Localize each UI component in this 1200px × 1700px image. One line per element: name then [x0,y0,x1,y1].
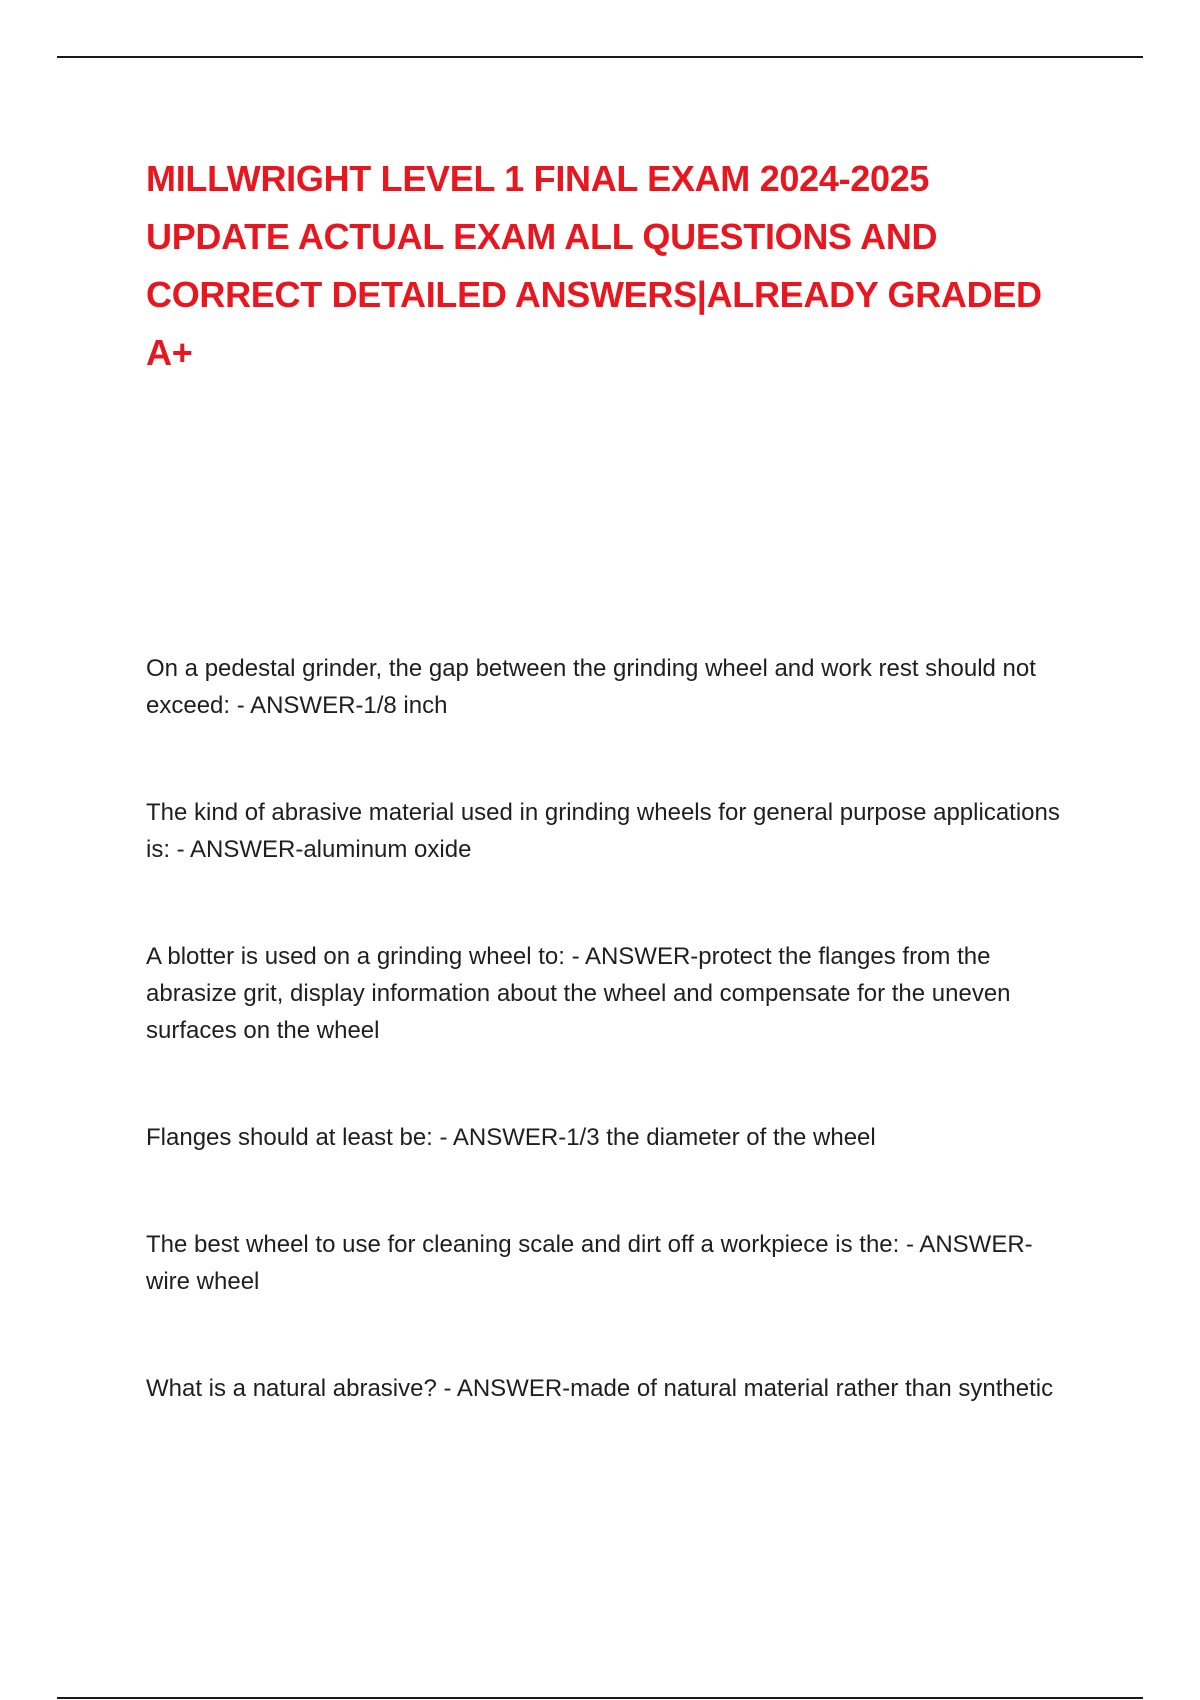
question-list [146,650,1076,1407]
question-item: Flanges should at least be: - ANSWER-1/3 the diameter of the wheel [146,1124,876,1151]
question-item: The kind of abrasive material used in grinding wheels for general purpose applications is: - ANSWER-aluminum oxide [146,799,1060,863]
footer-rule [57,1697,1143,1699]
question-item: A blotter is used on a grinding wheel to: - ANSWER-protect the flanges from the abrasize grit, display information about the wheel and compensate for the uneven surfaces on the wheel [146,943,1011,1044]
document-title: MILLWRIGHT LEVEL 1 FINAL EXAM 2024-2025 UPDATE ACTUAL EXAM ALL QUESTIONS AND CORRECT DETAILED ANSWERS|ALREADY GRADED A+ [146,158,1042,373]
header-rule [57,56,1143,58]
question-item: The best wheel to use for cleaning scale and dirt off a workpiece is the: - ANSWER-wire wheel [146,1231,1033,1295]
question-item: On a pedestal grinder, the gap between the grinding wheel and work rest should not exceed: - ANSWER-1/8 inch [146,655,1036,719]
question-item: What is a natural abrasive? - ANSWER-made of natural material rather than synthetic [146,1375,1054,1402]
